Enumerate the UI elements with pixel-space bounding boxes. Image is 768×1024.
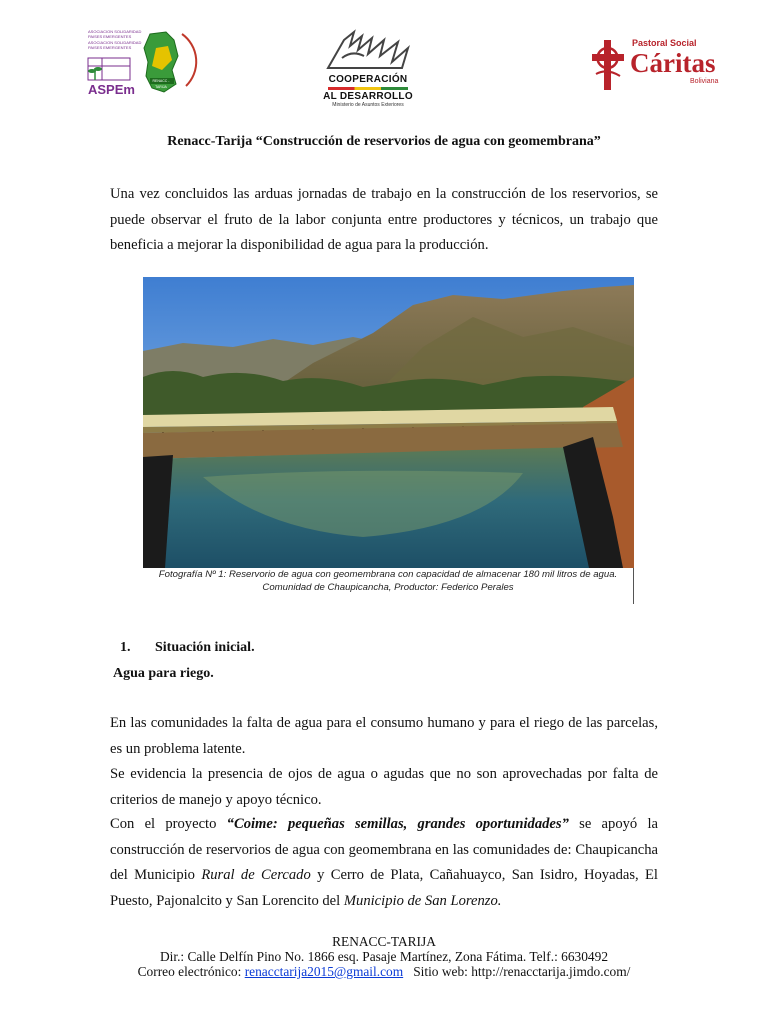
cooperacion-color-bar <box>328 87 408 90</box>
rural-cercado: Rural de Cercado <box>201 867 311 883</box>
paragraph-springs: Se evidencia la presencia de ojos de agua o agudas que no son aprovechadas por falta de criterios de manejo y apoyo técnico. <box>110 766 658 808</box>
project-name: “Coime: pequeñas semillas, grandes oportunidades” <box>226 816 569 832</box>
renacc-badge: RENACC - TARIJA <box>152 79 170 89</box>
footer-contact <box>0 964 768 980</box>
title-quoted: “Construcción de reservorios de agua con geomembrana” <box>255 134 601 149</box>
footer-email-link[interactable]: renacctarija2015@gmail.com <box>244 964 404 979</box>
aspem-label: ASPEm <box>88 82 135 97</box>
photo-caption: Fotografía Nº 1: Reservorio de agua con geomembrana con capacidad de almacenar 180 mil litros de agua. Comunidad de Chaupicancha, Productor: Federico Perales <box>158 569 618 593</box>
project-text-c: y Cerro de Plata, Cañahuayco, San Isidro, Hoyadas, El Puesto, Pajonalcito y San Lorencito del <box>110 867 658 909</box>
caption-rule <box>633 568 634 604</box>
section-title: Situación inicial. <box>155 640 255 655</box>
municipio-san-lorenzo: Municipio de San Lorenzo. <box>343 892 502 909</box>
cooperacion-line-2: AL DESARROLLO <box>323 91 413 102</box>
caritas-cross-icon <box>590 38 626 92</box>
project-text-b: se apoyó la construcción de reservorios de agua con geomembrana en las comunidades de: Chaupicancha del Municipio <box>110 816 658 883</box>
caritas-sub: Boliviana <box>690 78 719 85</box>
aspem-small-line-1: ASOCIACION SOLIDARIDAD <box>88 29 142 34</box>
document-title <box>110 134 658 150</box>
footer-website[interactable]: Sitio web: http://renacctarija.jimdo.com/ <box>413 964 631 979</box>
intro-paragraph: Una vez concluidos las arduas jornadas de trabajo en la construcción de los reservorios, se puede observar el fruto de la labor conjunta entre productores y técnicos, un trabajo que beneficia a mejorar la disponibilidad de agua para la producción. <box>110 186 658 253</box>
title-prefix: Renacc-Tarija <box>167 134 253 149</box>
reservoir-photo-illustration <box>143 277 634 568</box>
footer-address: Dir.: Calle Delfín Pino No. 1866 esq. Pasaje Martínez, Zona Fátima. Telf.: 6630492 <box>159 949 609 964</box>
paragraph-project <box>110 812 658 914</box>
aspem-logo <box>86 26 210 98</box>
project-text-a: Con el proyecto <box>110 816 217 832</box>
footer-email-label: Correo electrónico: <box>137 964 242 979</box>
section-number: 1. <box>120 640 131 655</box>
cooperacion-line-1: COOPERACIÓN <box>328 74 408 85</box>
aspem-small-line-2: PAISES EMERGENTES <box>88 34 132 39</box>
aspem-small-line-4: PAISES EMERGENTES <box>88 45 132 50</box>
paragraph-water-shortage: En las comunidades la falta de agua para el consumo humano y para el riego de las parcelas, es un problema latente. <box>110 715 658 757</box>
caritas-name: Cáritas <box>630 48 716 78</box>
cooperacion-hands-icon <box>322 28 414 70</box>
caritas-logo <box>590 36 730 96</box>
cooperacion-logo <box>322 28 414 108</box>
caritas-top-text: Pastoral Social <box>632 38 697 48</box>
cooperacion-line-3: Ministerio de Asuntos Exteriores <box>332 102 404 108</box>
aspem-small-line-3: ASOCIACION SOLIDARIDAD <box>88 40 142 45</box>
section-subtitle: Agua para riego. <box>113 666 214 681</box>
reservoir-photo <box>143 277 634 568</box>
footer-org: RENACC-TARIJA <box>332 934 436 949</box>
